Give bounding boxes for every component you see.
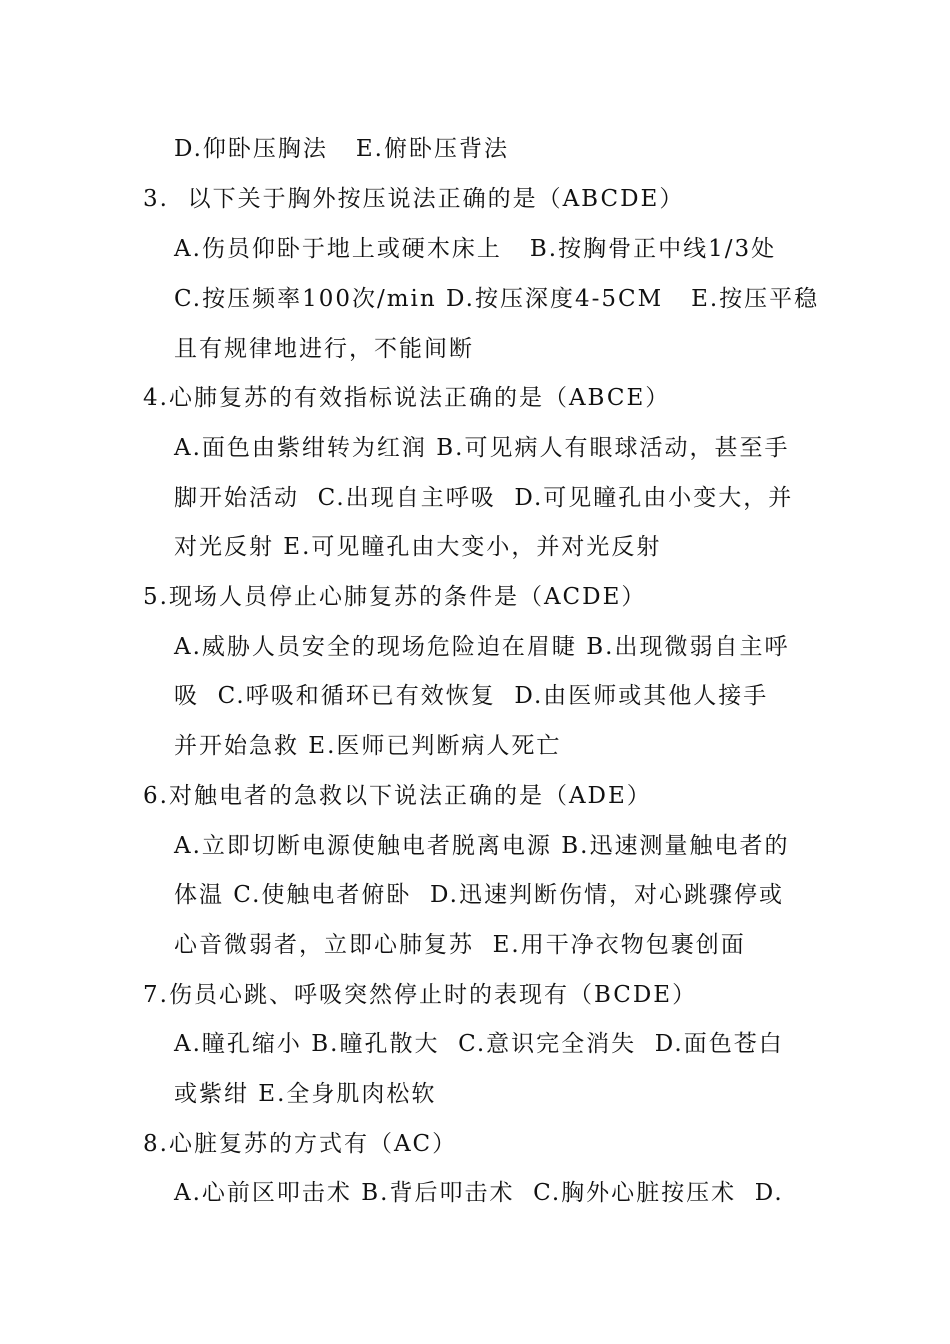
question-line: 4.心肺复苏的有效指标说法正确的是（ABCE） — [143, 385, 671, 411]
option-line: 脚开始活动 C.出现自主呼吸 D.可见瞳孔由小变大，并 — [174, 485, 794, 511]
option-line: 体温 C.使触电者俯卧 D.迅速判断伤情，对心跳骤停或 — [174, 882, 784, 908]
question-line: 3. 以下关于胸外按压说法正确的是（ABCDE） — [143, 186, 685, 212]
option-line: 对光反射 E.可见瞳孔由大变小，并对光反射 — [174, 534, 662, 560]
option-line: 心音微弱者，立即心肺复苏 E.用干净衣物包裹创面 — [174, 932, 746, 958]
option-line: 且有规律地进行，不能间断 — [174, 336, 474, 362]
option-line: A.立即切断电源使触电者脱离电源 B.迅速测量触电者的 — [174, 833, 790, 859]
option-line: C.按压频率100次/min D.按压深度4-5CM E.按压平稳 — [174, 286, 820, 312]
option-line: 并开始急救 E.医师已判断病人死亡 — [174, 733, 562, 759]
question-line: 8.心脏复苏的方式有（AC） — [143, 1131, 458, 1157]
question-line: 5.现场人员停止心肺复苏的条件是（ACDE） — [143, 584, 647, 610]
option-line: 吸 C.呼吸和循环已有效恢复 D.由医师或其他人接手 — [174, 683, 769, 709]
option-line: A.面色由紫绀转为红润 B.可见病人有眼球活动，甚至手 — [174, 435, 790, 461]
option-line: 或紫绀 E.全身肌肉松软 — [174, 1081, 437, 1107]
option-line: A.伤员仰卧于地上或硬木床上 B.按胸骨正中线1/3处 — [174, 236, 777, 262]
option-line: A.威胁人员安全的现场危险迫在眉睫 B.出现微弱自主呼 — [174, 634, 790, 660]
question-line: 7.伤员心跳、呼吸突然停止时的表现有（BCDE） — [143, 982, 698, 1008]
option-line: D.仰卧压胸法 E.俯卧压背法 — [174, 136, 509, 162]
option-line: A.心前区叩击术 B.背后叩击术 C.胸外心脏按压术 D. — [174, 1180, 784, 1206]
question-line: 6.对触电者的急救以下说法正确的是（ADE） — [143, 783, 652, 809]
option-line: A.瞳孔缩小 B.瞳孔散大 C.意识完全消失 D.面色苍白 — [174, 1031, 784, 1057]
